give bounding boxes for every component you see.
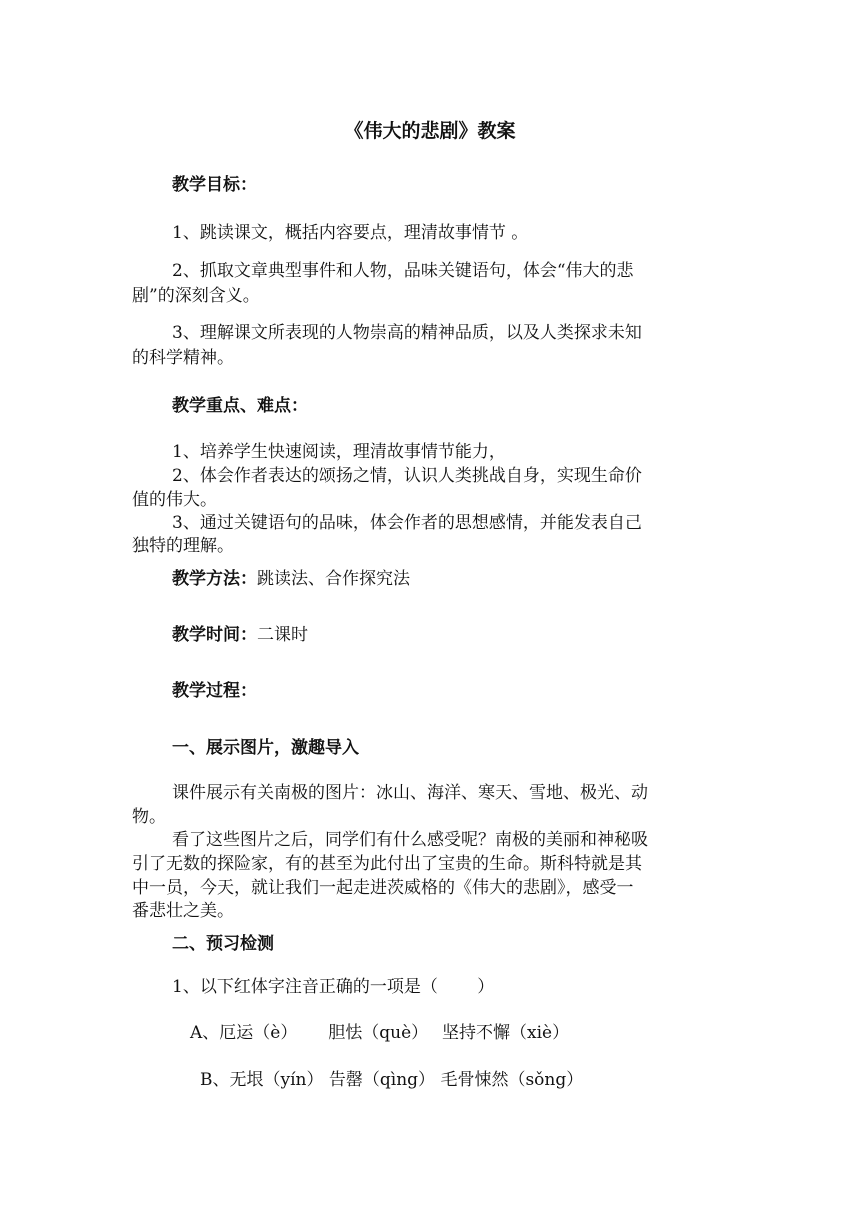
key-point-3-line-2: 独特的理解。 bbox=[132, 536, 234, 556]
document-title: 《伟大的悲剧》教案 bbox=[344, 120, 516, 142]
teaching-time-label: 教学时间： bbox=[172, 625, 257, 645]
option-b: B、无垠（yín） 告罄（qìng） 毛骨悚然（sǒng） bbox=[200, 1070, 584, 1090]
section-1-para-1-line-1: 课件展示有关南极的图片：冰山、海洋、寒天、雪地、极光、动 bbox=[172, 783, 648, 803]
objective-2-line-1: 2、抓取文章典型事件和人物，品味关键语句，体会“伟大的悲 bbox=[172, 261, 634, 281]
process-heading: 教学过程： bbox=[172, 681, 257, 701]
key-points-heading: 教学重点、难点： bbox=[172, 396, 308, 416]
question-1: 1、以下红体字注音正确的一项是（ ） bbox=[172, 977, 495, 997]
objective-3-line-2: 的科学精神。 bbox=[132, 348, 234, 368]
teaching-method bbox=[172, 568, 772, 591]
key-point-1: 1、培养学生快速阅读，理清故事情节能力， bbox=[172, 442, 506, 462]
section-1-para-2-line-1: 看了这些图片之后，同学们有什么感受呢？南极的美丽和神秘吸 bbox=[172, 830, 648, 850]
objective-1: 1、跳读课文，概括内容要点，理清故事情节 。 bbox=[172, 223, 529, 243]
objectives-heading: 教学目标： bbox=[172, 175, 257, 195]
section-2-heading: 二、预习检测 bbox=[172, 934, 274, 954]
section-1-para-2-line-3: 中一员，今天，就让我们一起走进茨威格的《伟大的悲剧》，感受一 bbox=[132, 878, 634, 898]
teaching-time-value: 二课时 bbox=[257, 625, 308, 645]
option-a: A、厄运（è） 胆怯（què） 坚持不懈（xiè） bbox=[190, 1023, 570, 1043]
section-1-para-2-line-2: 引了无数的探险家，有的甚至为此付出了宝贵的生命。斯科特就是其 bbox=[132, 854, 642, 874]
section-1-para-2-line-4: 番悲壮之美。 bbox=[132, 901, 234, 921]
key-point-2-line-1: 2、体会作者表达的颂扬之情，认识人类挑战自身，实现生命价 bbox=[172, 466, 642, 486]
teaching-method-value: 跳读法、合作探究法 bbox=[257, 569, 410, 589]
teaching-time bbox=[172, 624, 772, 647]
objective-3-line-1: 3、理解课文所表现的人物崇高的精神品质，以及人类探求未知 bbox=[172, 323, 642, 343]
section-1-para-1-line-2: 物。 bbox=[132, 807, 166, 827]
key-point-3-line-1: 3、通过关键语句的品味，体会作者的思想感情，并能发表自己 bbox=[172, 513, 642, 533]
objective-2-line-2: 剧”的深刻含义。 bbox=[132, 286, 260, 306]
section-1-heading: 一、展示图片，激趣导入 bbox=[172, 738, 359, 758]
teaching-method-label: 教学方法： bbox=[172, 569, 257, 589]
key-point-2-line-2: 值的伟大。 bbox=[132, 490, 217, 510]
